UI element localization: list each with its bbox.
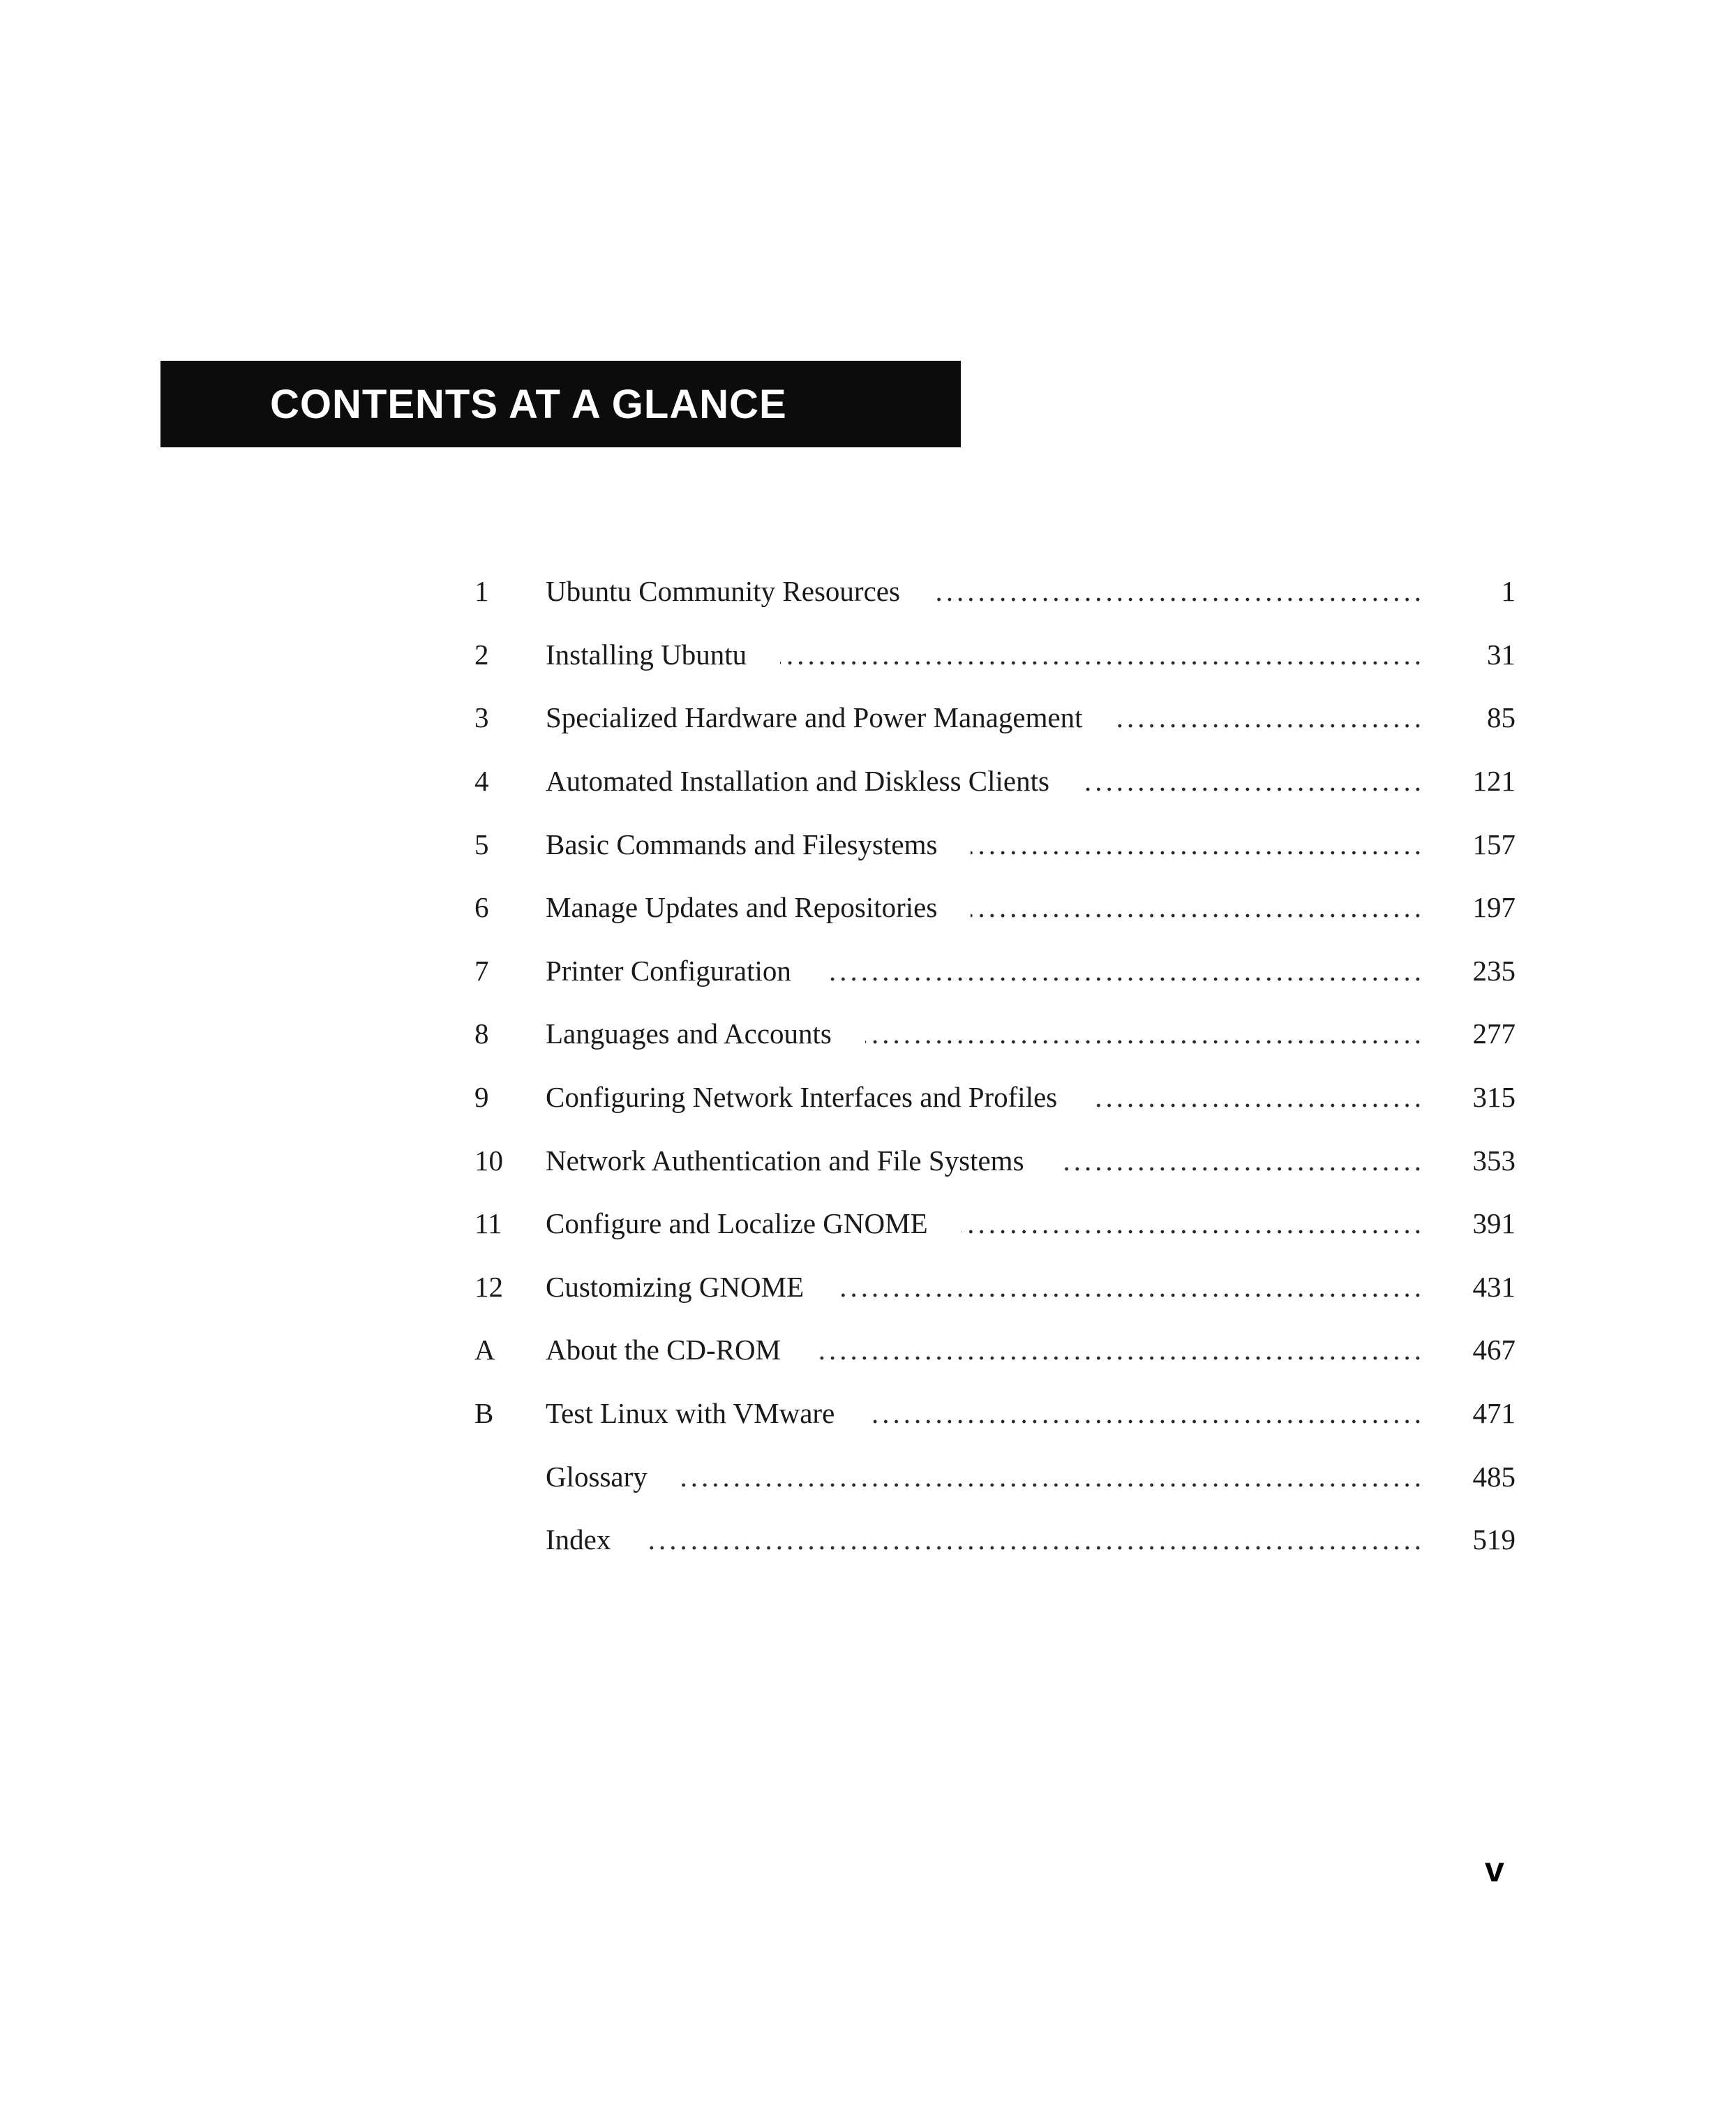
- chapter-title: Customizing GNOME: [546, 1270, 805, 1303]
- chapter-title: Manage Updates and Repositories: [546, 891, 938, 924]
- toc-entry[interactable]: [474, 1192, 1516, 1255]
- toc-entry[interactable]: [474, 1066, 1516, 1129]
- dot-leader: [644, 1522, 1425, 1557]
- dot-leader: [971, 890, 1425, 925]
- toc-entry[interactable]: [474, 686, 1516, 749]
- dot-leader: [837, 1269, 1425, 1304]
- chapter-number: 7: [474, 954, 489, 987]
- page-number: 1: [1501, 575, 1516, 608]
- toc-entry[interactable]: [474, 623, 1516, 687]
- toc-entry[interactable]: [474, 1128, 1516, 1192]
- toc-entry[interactable]: [474, 939, 1516, 1003]
- chapter-title: Automated Installation and Diskless Clients: [546, 765, 1049, 798]
- chapter-title: Languages and Accounts: [546, 1017, 832, 1050]
- dot-leader: [961, 1206, 1425, 1241]
- chapter-number: 10: [474, 1144, 503, 1177]
- dot-leader: [868, 1396, 1425, 1431]
- chapter-title: Basic Commands and Filesystems: [546, 828, 938, 860]
- chapter-title: Test Linux with VMware: [546, 1397, 835, 1430]
- chapter-title: About the CD-ROM: [546, 1334, 781, 1366]
- toc-entry[interactable]: [474, 876, 1516, 939]
- appendix-letter: B: [474, 1397, 494, 1430]
- dot-leader: [934, 574, 1425, 609]
- chapter-number: 3: [474, 701, 489, 734]
- chapter-number: 1: [474, 575, 489, 608]
- dot-leader: [971, 827, 1425, 862]
- dot-leader: [814, 1332, 1425, 1367]
- chapter-number: 4: [474, 765, 489, 798]
- chapter-number: 11: [474, 1207, 502, 1240]
- chapter-title: Configuring Network Interfaces and Profiles: [546, 1081, 1058, 1114]
- toc-entry[interactable]: [474, 1255, 1516, 1319]
- page-folio: v: [1485, 1850, 1504, 1889]
- chapter-number: 6: [474, 891, 489, 924]
- page-number: 471: [1472, 1397, 1516, 1430]
- chapter-number: 8: [474, 1017, 489, 1050]
- dot-leader: [825, 953, 1425, 988]
- dot-leader: [780, 637, 1425, 672]
- table-of-contents: [474, 560, 1516, 1572]
- chapter-title: Index: [546, 1523, 611, 1556]
- chapter-number: 5: [474, 828, 489, 860]
- page-number: 121: [1472, 765, 1516, 798]
- chapter-title: Configure and Localize GNOME: [546, 1207, 928, 1240]
- toc-entry[interactable]: [474, 1382, 1516, 1445]
- dot-leader: [1083, 763, 1425, 798]
- chapter-title: Network Authentication and File Systems: [546, 1144, 1024, 1177]
- page-number: 315: [1472, 1081, 1516, 1114]
- dot-leader: [1091, 1080, 1425, 1114]
- toc-entry[interactable]: [474, 1445, 1516, 1508]
- toc-entry[interactable]: [474, 1002, 1516, 1066]
- page-number: 31: [1487, 638, 1516, 671]
- toc-entry[interactable]: [474, 749, 1516, 813]
- chapter-title: Ubuntu Community Resources: [546, 575, 900, 608]
- page-number: 157: [1472, 828, 1516, 860]
- contents-title-bar: [160, 361, 961, 447]
- appendix-letter: A: [474, 1334, 495, 1366]
- page-number: 197: [1472, 891, 1516, 924]
- toc-entry[interactable]: [474, 812, 1516, 876]
- toc-entry[interactable]: [474, 1318, 1516, 1382]
- chapter-number: 12: [474, 1270, 503, 1303]
- dot-leader: [1116, 700, 1425, 735]
- page-number: 431: [1472, 1270, 1516, 1303]
- chapter-number: 2: [474, 638, 489, 671]
- page-title: CONTENTS AT A GLANCE: [270, 381, 787, 427]
- page-number: 467: [1472, 1334, 1516, 1366]
- chapter-title: Specialized Hardware and Power Management: [546, 701, 1083, 734]
- page-number: 353: [1472, 1144, 1516, 1177]
- page-number: 235: [1472, 954, 1516, 987]
- page-number: 485: [1472, 1460, 1516, 1493]
- page-number: 277: [1472, 1017, 1516, 1050]
- chapter-title: Installing Ubuntu: [546, 638, 747, 671]
- dot-leader: [1058, 1143, 1425, 1178]
- page-number: 85: [1487, 701, 1516, 734]
- toc-entry[interactable]: [474, 560, 1516, 623]
- page-number: 519: [1472, 1523, 1516, 1556]
- chapter-number: 9: [474, 1081, 489, 1114]
- chapter-title: Glossary: [546, 1460, 648, 1493]
- page-number: 391: [1472, 1207, 1516, 1240]
- chapter-title: Printer Configuration: [546, 954, 791, 987]
- dot-leader: [865, 1016, 1425, 1051]
- toc-entry[interactable]: [474, 1508, 1516, 1572]
- dot-leader: [681, 1459, 1425, 1494]
